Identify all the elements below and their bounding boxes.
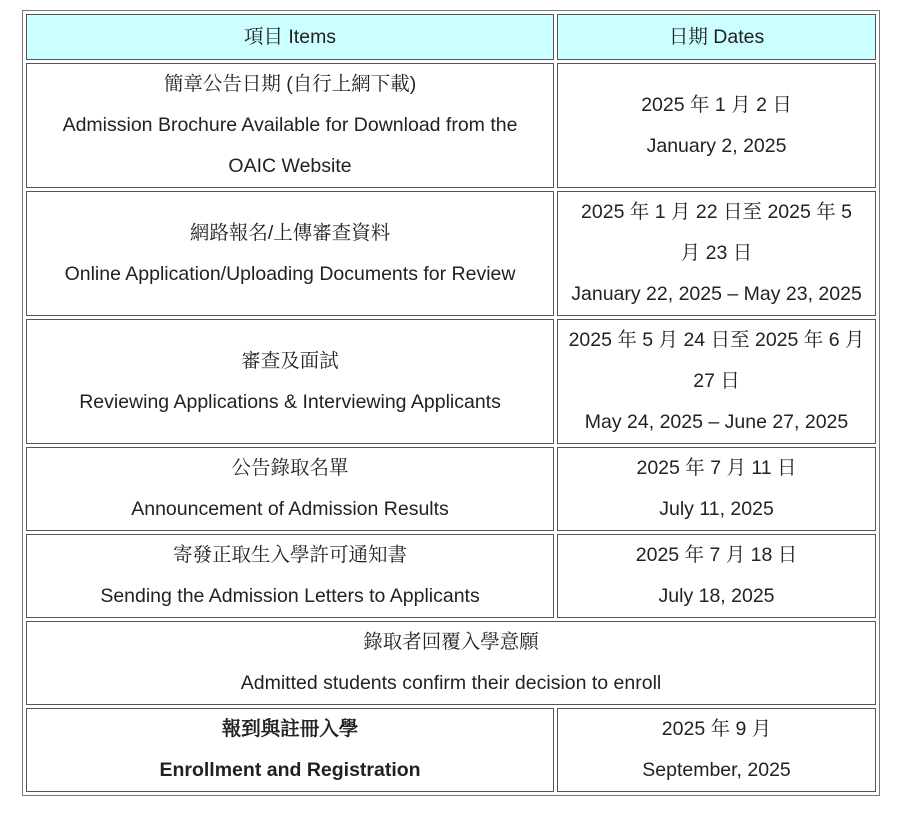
items-column-header: 項目 Items [26,14,554,60]
item-english-continued: OAIC Website [228,155,352,177]
date-chinese: 2025 年 7 月 11 日 [636,457,797,479]
table-row [26,447,876,531]
item-cell [26,191,554,316]
table-row [26,319,876,444]
date-english: January 22, 2025 – May 23, 2025 [571,283,862,305]
date-chinese: 2025 年 7 月 18 日 [635,544,798,566]
date-cell [557,447,876,531]
date-english: January 2, 2025 [646,134,787,157]
item-english: Sending the Admission Letters to Applicants [100,585,480,607]
item-chinese: 錄取者回覆入學意願 [363,631,539,653]
date-chinese: 2025 年 5 月 24 日至 2025 年 6 月 [568,329,865,351]
item-english: Reviewing Applications & Interviewing Applicants [79,390,501,413]
date-cell [557,319,876,444]
dates-column-header: 日期 Dates [557,14,876,60]
item-cell [26,534,554,618]
admission-schedule-table [22,10,880,796]
item-chinese: 公告錄取名單 [231,457,349,479]
table-row [26,708,876,792]
item-cell [26,319,554,444]
item-chinese: 網路報名/上傳審查資料 [189,221,391,244]
date-cell [557,191,876,316]
date-chinese-continued: 月 23 日 [680,242,753,264]
item-english: Admitted students confirm their decision to enroll [240,672,662,694]
item-english: Admission Brochure Available for Download from the [62,114,518,136]
item-cell [26,63,554,188]
item-chinese: 寄發正取生入學許可通知書 [173,544,408,566]
item-english: Enrollment and Registration [159,759,421,781]
merged-item-cell [26,621,876,705]
date-cell [557,534,876,618]
table-header-row [26,14,876,60]
table-row [26,191,876,316]
item-english: Online Application/Uploading Documents for Review [64,262,516,285]
item-chinese: 審查及面試 [241,349,339,372]
item-cell [26,447,554,531]
date-cell [557,708,876,792]
date-chinese-continued: 27 日 [693,370,740,392]
date-cell [557,63,876,188]
date-english: September, 2025 [642,759,791,781]
date-chinese: 2025 年 9 月 [661,718,772,740]
date-chinese: 2025 年 1 月 22 日至 2025 年 5 [581,201,853,223]
item-english: Announcement of Admission Results [131,498,449,520]
item-cell [26,708,554,792]
date-english: July 18, 2025 [658,585,775,607]
item-chinese: 簡章公告日期 (自行上網下載) [163,73,417,95]
date-english: May 24, 2025 – June 27, 2025 [584,411,849,433]
table-row [26,621,876,705]
date-english: July 11, 2025 [659,498,774,520]
date-chinese: 2025 年 1 月 2 日 [641,93,792,116]
table-row [26,63,876,188]
item-chinese: 報到與註冊入學 [221,718,359,740]
table-row [26,534,876,618]
